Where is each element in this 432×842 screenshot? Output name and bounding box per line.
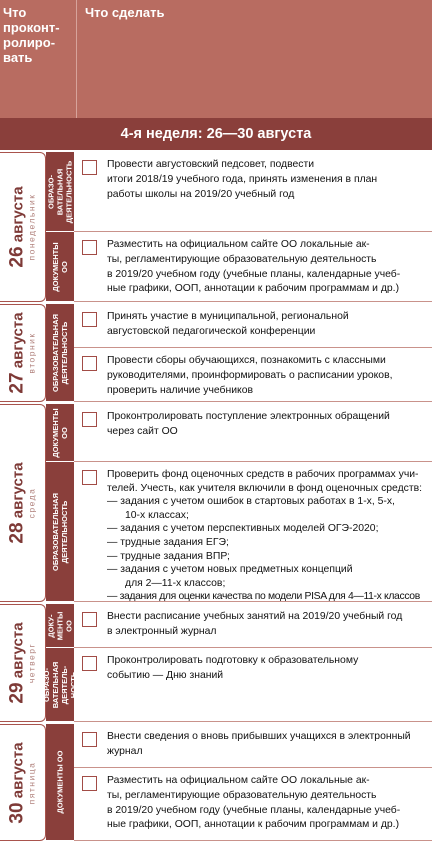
task-row: [74, 724, 432, 768]
header-col1-line: проконт-: [3, 20, 60, 35]
task-checkbox[interactable]: [82, 160, 97, 175]
day-number: 30: [6, 801, 27, 824]
task-line: августовской педагогической конференции: [107, 325, 316, 337]
day-weekday: четверг: [26, 642, 36, 684]
category-educational: [46, 304, 74, 402]
category-line: ОБРАЗО-: [42, 667, 51, 702]
task-checkbox[interactable]: [82, 356, 97, 371]
task-text: [107, 610, 428, 640]
day-block-28: [0, 404, 46, 602]
day-weekday: пятница: [26, 761, 36, 804]
day-weekday: понедельник: [26, 193, 36, 261]
task-line: ты, регламентирующие образовательную деятельность: [107, 253, 377, 265]
task-line: для 2—11-х классов;: [125, 577, 226, 589]
category-line: ДОКУМЕНТЫ: [51, 241, 60, 292]
header-col2-label: Что сделать: [85, 5, 165, 20]
task-line: в 2019/20 учебном году (учебные планы, календарные учеб-: [107, 268, 401, 280]
task-row: [74, 152, 432, 232]
day-month: августа: [9, 186, 26, 243]
task-line: событию — Дню знаний: [107, 669, 224, 681]
category-line: НОСТЬ: [69, 671, 78, 698]
category-documents: [46, 404, 74, 462]
category-documents: [46, 232, 74, 302]
category-line: ДЕЯТЕЛЬНОСТЬ: [60, 321, 69, 384]
category-line: ДОКУМЕНТЫ: [51, 407, 60, 458]
task-row: [74, 232, 432, 302]
task-line: в 2019/20 учебном году (учебные планы, календарные учеб-: [107, 804, 401, 816]
task-line: проверить наличие учебников: [107, 384, 254, 396]
task-row: [74, 462, 432, 602]
category-line: ОО: [60, 260, 69, 273]
day-month: августа: [9, 312, 26, 369]
task-line: — задания с учетом перспективных моделей ОГЭ-2020;: [107, 523, 379, 535]
task-row: [74, 348, 432, 402]
week-title: 4-я неделя: 26—30 августа: [0, 118, 432, 150]
day-number: 27: [6, 372, 27, 394]
task-line: — задания с учетом новых предметных концепций: [107, 564, 353, 576]
task-checkbox[interactable]: [82, 312, 97, 327]
task-line: — трудные задания ЕГЭ;: [107, 536, 229, 548]
category-line: ОО: [60, 426, 69, 439]
task-text: [107, 158, 428, 202]
header-col1-line: Что: [3, 5, 27, 20]
task-line: Внести расписание учебных занятий на 2019/20 учебный год: [107, 611, 403, 622]
day-number: 29: [6, 682, 27, 704]
task-line: работы школы на 2019/20 учебный год: [107, 188, 295, 200]
task-text: [107, 310, 428, 340]
task-checkbox[interactable]: [82, 612, 97, 627]
task-line: ные графики, ООП, аннотации к рабочим программам и др.): [107, 283, 400, 295]
task-line: — задания с учетом ошибок в стартовых работах в 1-х, 5-х,: [107, 496, 395, 508]
category-educational: [46, 462, 74, 602]
task-text: [107, 730, 428, 760]
category-documents: [46, 604, 74, 648]
category-line: ДЕЯТЕЛЬНОСТЬ: [60, 500, 69, 563]
task-text: [107, 654, 428, 684]
day-block-27: [0, 304, 46, 402]
task-checkbox[interactable]: [82, 240, 97, 255]
category-line: ВАТЕЛЬНАЯ: [51, 661, 60, 708]
day-block-30: [0, 724, 46, 841]
task-checkbox[interactable]: [82, 732, 97, 747]
category-line: ДОКУМЕНТЫ ОО: [55, 750, 65, 814]
category-line: ДЕЯТЕЛЬНОСТЬ: [64, 160, 74, 223]
task-line: — задания для оценки качества по модели PISA для 4—11-х классов: [107, 591, 420, 603]
day-weekday: вторник: [26, 332, 36, 374]
day-number: 26: [6, 246, 27, 268]
task-line: Разместить на официальном сайте ОО локальные ак-: [107, 775, 370, 786]
task-line: ные графики, ООП, аннотации к рабочим программам и др.): [107, 819, 400, 831]
task-line: Проконтролировать поступление электронных обращений: [107, 411, 390, 422]
task-line: через сайт ОО: [107, 425, 178, 437]
day-block-26: [0, 152, 46, 302]
task-line: руководителями, проинформировать о расписании уроков,: [107, 369, 393, 381]
category-line: ОО: [64, 619, 74, 632]
category-line: МЕНТЫ: [55, 611, 65, 640]
task-line: в электронный журнал: [107, 625, 217, 637]
day-block-29: [0, 604, 46, 722]
task-checkbox[interactable]: [82, 412, 97, 427]
category-documents: [46, 724, 74, 841]
header-col1-line: ролиро-: [3, 35, 56, 50]
task-line: Внести сведения о вновь прибывших учащихся в электронный: [107, 731, 411, 742]
task-text: [107, 468, 428, 604]
task-row: [74, 404, 432, 462]
task-line: телей. Учесть, как учителя включили в фонд оценочных средств:: [107, 482, 423, 494]
task-text: [107, 238, 428, 297]
header-col-todo: [76, 0, 432, 118]
task-checkbox[interactable]: [82, 776, 97, 791]
task-text: [107, 410, 428, 440]
category-line: ОБРАЗОВАТЕЛЬНАЯ: [51, 313, 60, 392]
category-educational: [42, 648, 78, 722]
task-line: итоги 2018/19 учебного года, принять изменения в план: [107, 173, 378, 185]
task-line: — трудные задания ВПР;: [107, 550, 230, 562]
day-month: августа: [9, 741, 26, 798]
category-line: ОБРАЗО-: [46, 174, 56, 209]
header-col-control: [0, 0, 76, 118]
task-line: Проверить фонд оценочных средств в рабочих программах учи-: [107, 469, 419, 480]
category-line: ДОКУ-: [46, 613, 56, 638]
task-checkbox[interactable]: [82, 656, 97, 671]
category-educational: [46, 152, 74, 232]
task-text: [107, 774, 428, 833]
task-line: Провести августовский педсовет, подвести: [107, 159, 315, 170]
task-checkbox[interactable]: [82, 470, 97, 485]
category-line: ВАТЕЛЬНАЯ: [55, 168, 65, 215]
day-month: августа: [9, 462, 26, 519]
task-line: Провести сборы обучающихся, познакомить с классными: [107, 355, 386, 366]
task-line: Принять участие в муниципальной, региональной: [107, 311, 349, 322]
task-line: Разместить на официальном сайте ОО локальные ак-: [107, 239, 370, 250]
task-line: Проконтролировать подготовку к образовательному: [107, 655, 359, 666]
task-line: журнал: [107, 745, 143, 757]
day-weekday: среда: [26, 487, 36, 519]
header-col1-line: вать: [3, 50, 33, 65]
task-row: [74, 768, 432, 841]
category-line: ДЕЯТЕЛЬ-: [60, 665, 69, 704]
category-line: ОБРАЗОВАТЕЛЬНАЯ: [51, 492, 60, 571]
task-row: [74, 648, 432, 722]
day-number: 28: [6, 522, 27, 544]
task-row: [74, 604, 432, 648]
task-line: ты, регламентирующие образовательную деятельность: [107, 789, 377, 801]
day-month: августа: [9, 622, 26, 679]
task-text: [107, 354, 428, 398]
task-line: 10-х классах;: [125, 509, 189, 521]
task-row: [74, 304, 432, 348]
